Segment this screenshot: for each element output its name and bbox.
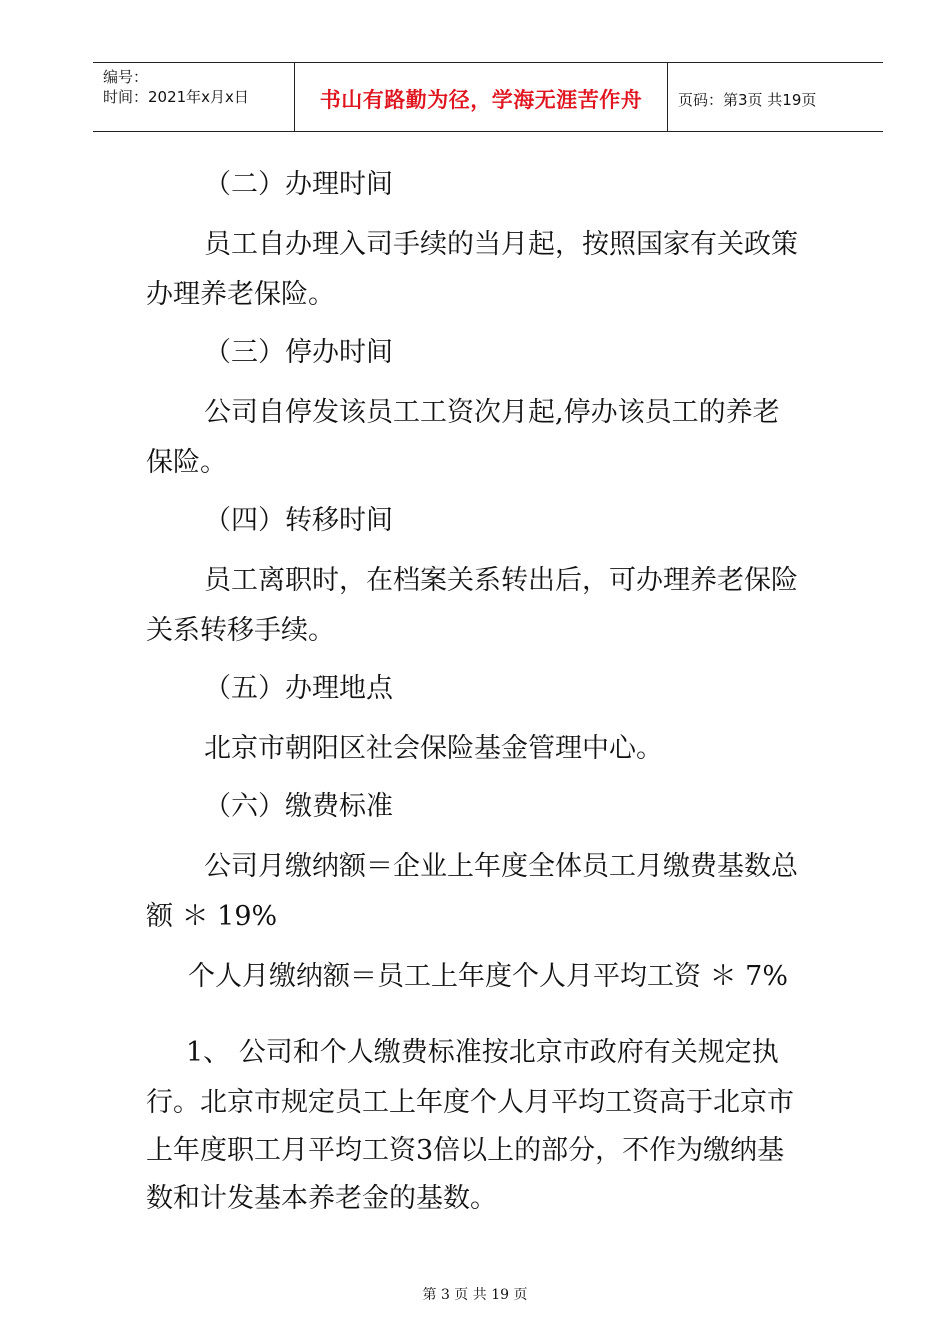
- section-2-paragraph-line-1: 员工自办理入司手续的当月起，按照国家有关政策: [204, 229, 798, 260]
- item-1-line-4: 数和计发基本养老金的基数。: [146, 1183, 497, 1214]
- section-4-heading: （四）转移时间: [204, 505, 393, 536]
- company-formula-line-1: 公司月缴纳额＝企业上年度全体员工月缴费基数总: [204, 851, 798, 882]
- section-2-paragraph-line-2: 办理养老保险。: [146, 279, 335, 310]
- item-1-line-3: 上年度职工月平均工资3倍以上的部分，不作为缴纳基: [146, 1135, 785, 1166]
- company-formula-line-2: 额 ＊ 19%: [146, 901, 278, 932]
- section-2-heading: （二）办理时间: [204, 169, 393, 200]
- page-footer: 第 3 页 共 19 页: [422, 1287, 528, 1303]
- section-4-paragraph-line-2: 关系转移手续。: [146, 615, 335, 646]
- item-1-line-1: 1、 公司和个人缴费标准按北京市政府有关规定执: [186, 1037, 779, 1068]
- item-1-line-2: 行。北京市规定员工上年度个人月平均工资高于北京市: [146, 1087, 794, 1118]
- time-label: 时间：2021年x月x日: [103, 88, 249, 106]
- section-6-heading: （六）缴费标准: [204, 791, 393, 822]
- header-meta: [93, 63, 295, 131]
- serial-label: 编号：: [103, 68, 149, 86]
- header-page-info: 页码：第3页 共19页: [678, 90, 817, 109]
- section-3-paragraph-line-1: 公司自停发该员工工资次月起,停办该员工的养老: [204, 397, 780, 428]
- section-5-heading: （五）办理地点: [204, 673, 393, 704]
- section-3-paragraph-line-2: 保险。: [146, 447, 227, 478]
- section-3-heading: （三）停办时间: [204, 337, 393, 368]
- page-header: [93, 62, 883, 132]
- section-5-paragraph-line-1: 北京市朝阳区社会保险基金管理中心。: [204, 733, 663, 764]
- header-motto: 书山有路勤为径，学海无涯苦作舟: [295, 63, 668, 131]
- personal-formula: 个人月缴纳额＝员工上年度个人月平均工资 ＊ 7%: [188, 961, 788, 992]
- section-4-paragraph-line-1: 员工离职时，在档案关系转出后，可办理养老保险: [204, 565, 798, 596]
